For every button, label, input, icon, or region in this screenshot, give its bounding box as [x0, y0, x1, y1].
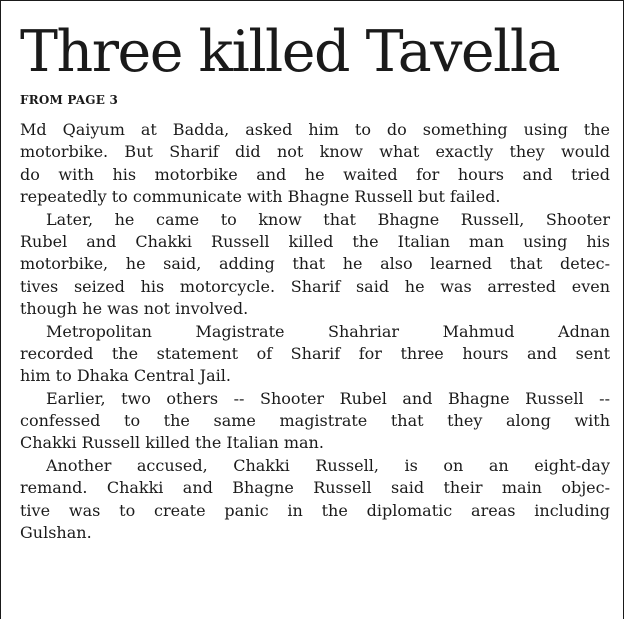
headline: Three killed Tavella	[20, 19, 560, 85]
article-line: Earlier, two others -- Shooter Rubel and Bhagne Russell --	[46, 388, 610, 408]
article-line: Gulshan.	[20, 523, 92, 543]
article-line: remand. Chakki and Bhagne Russell said their main objec-	[20, 478, 610, 498]
jump-line: FROM PAGE 3	[20, 93, 118, 107]
article-line: him to Dhaka Central Jail.	[20, 366, 231, 386]
article-line: tive was to create panic in the diplomatic areas including	[20, 500, 610, 520]
article-body	[20, 119, 610, 544]
article-line: Chakki Russell killed the Italian man.	[20, 433, 324, 453]
article-line: confessed to the same magistrate that they along with	[20, 411, 610, 431]
article-line: motorbike. But Sharif did not know what exactly they would	[20, 142, 610, 162]
article-line: recorded the statement of Sharif for three hours and sent	[20, 343, 610, 363]
article-line: Md Qaiyum at Badda, asked him to do something using the	[20, 120, 610, 139]
article-line: Another accused, Chakki Russell, is on an eight-day	[46, 455, 610, 475]
article-line: Later, he came to know that Bhagne Russell, Shooter	[46, 209, 610, 229]
article-line: repeatedly to communicate with Bhagne Russell but failed.	[20, 187, 501, 207]
article-line: Rubel and Chakki Russell killed the Italian man using his	[20, 231, 610, 251]
article-line: motorbike, he said, adding that he also learned that detec-	[20, 254, 610, 274]
article-line: Metropolitan Magistrate Shahriar Mahmud Adnan	[46, 321, 610, 341]
article-line: tives seized his motorcycle. Sharif said he was arrested even	[20, 276, 610, 296]
article-line: though he was not involved.	[20, 299, 249, 319]
article-line: do with his motorbike and he waited for hours and tried	[20, 164, 610, 184]
